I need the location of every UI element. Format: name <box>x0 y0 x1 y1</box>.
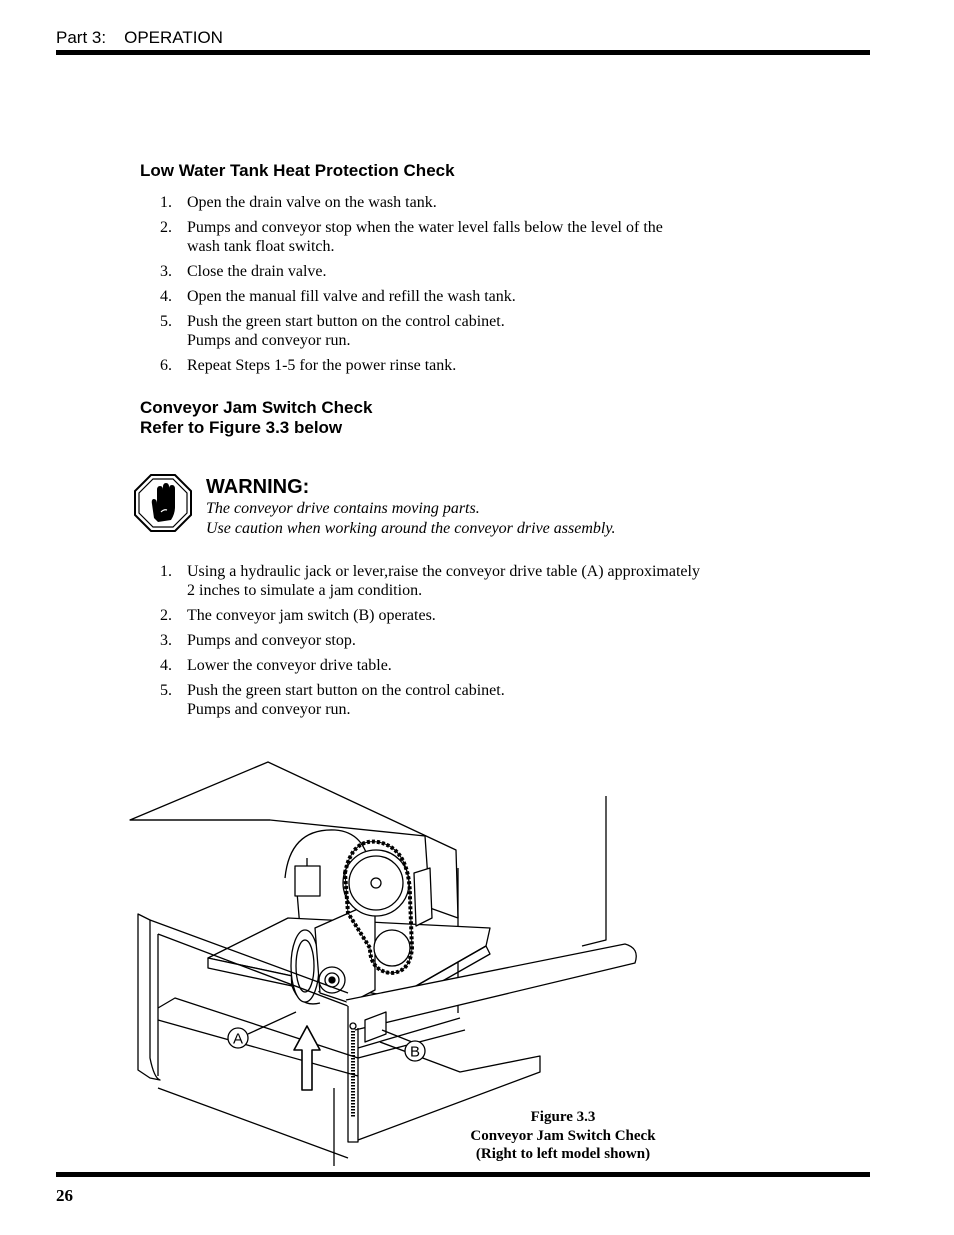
step-item <box>140 218 760 256</box>
figure-note: (Right to left model shown) <box>475 1146 651 1162</box>
step-number: 1. <box>160 563 172 580</box>
step-text: Close the drain valve. <box>187 263 327 280</box>
warning-text <box>206 499 616 539</box>
step-number: 3. <box>160 263 172 280</box>
footer-rule <box>56 1172 870 1177</box>
warning-line: The conveyor drive contains moving parts. <box>206 500 480 517</box>
step-text: Push the green start button on the control cabinet. <box>187 682 505 699</box>
low-water-heading: Low Water Tank Heat Protection Check <box>140 161 455 180</box>
step-number: 5. <box>160 682 172 699</box>
step-text: wash tank float switch. <box>187 238 335 255</box>
warning-line: Use caution when working around the conveyor drive assembly. <box>206 520 616 537</box>
step-text: Pumps and conveyor stop when the water level falls below the level of the <box>187 219 663 236</box>
step-number: 2. <box>160 219 172 236</box>
step-number: 2. <box>160 607 172 624</box>
step-number: 1. <box>160 194 172 211</box>
step-item <box>140 193 760 212</box>
step-item <box>140 681 760 719</box>
step-number: 5. <box>160 313 172 330</box>
step-text: Pumps and conveyor run. <box>187 332 351 349</box>
step-item <box>140 312 760 350</box>
step-number: 4. <box>160 288 172 305</box>
warning-title: WARNING: <box>206 476 310 498</box>
jam-switch-subheading: Refer to Figure 3.3 below <box>140 418 343 437</box>
step-text: Push the green start button on the control cabinet. <box>187 313 505 330</box>
header-rule <box>56 50 870 55</box>
step-number: 3. <box>160 632 172 649</box>
callout-b: B <box>409 1043 421 1061</box>
stop-hand-icon <box>134 474 192 537</box>
page-number: 26 <box>56 1186 73 1205</box>
step-item <box>140 606 760 625</box>
jam-switch-steps <box>140 562 760 725</box>
running-header <box>56 28 223 48</box>
step-item <box>140 356 760 375</box>
jam-switch-heading: Conveyor Jam Switch Check <box>140 398 373 417</box>
callout-a: A <box>232 1030 244 1048</box>
header-part: Part 3: <box>56 28 107 47</box>
low-water-steps <box>140 193 760 381</box>
step-text: Pumps and conveyor stop. <box>187 632 356 649</box>
step-number: 4. <box>160 657 172 674</box>
figure-caption <box>440 1108 686 1164</box>
step-text: Lower the conveyor drive table. <box>187 657 392 674</box>
step-item <box>140 631 760 650</box>
step-item <box>140 287 760 306</box>
header-section: OPERATION <box>124 28 223 47</box>
step-number: 6. <box>160 357 172 374</box>
figure-title: Conveyor Jam Switch Check <box>470 1127 656 1144</box>
step-text: Pumps and conveyor run. <box>187 701 351 718</box>
step-text: The conveyor jam switch (B) operates. <box>187 607 436 624</box>
step-text: Open the drain valve on the wash tank. <box>187 194 437 211</box>
step-text: 2 inches to simulate a jam condition. <box>187 582 423 599</box>
figure-number: Figure 3.3 <box>530 1109 596 1125</box>
step-text: Open the manual fill valve and refill the wash tank. <box>187 288 516 305</box>
step-item <box>140 656 760 675</box>
step-item <box>140 562 760 600</box>
step-item <box>140 262 760 281</box>
step-text: Repeat Steps 1-5 for the power rinse tank. <box>187 357 457 374</box>
step-text: Using a hydraulic jack or lever,raise the conveyor drive table (A) approximately <box>187 563 700 580</box>
